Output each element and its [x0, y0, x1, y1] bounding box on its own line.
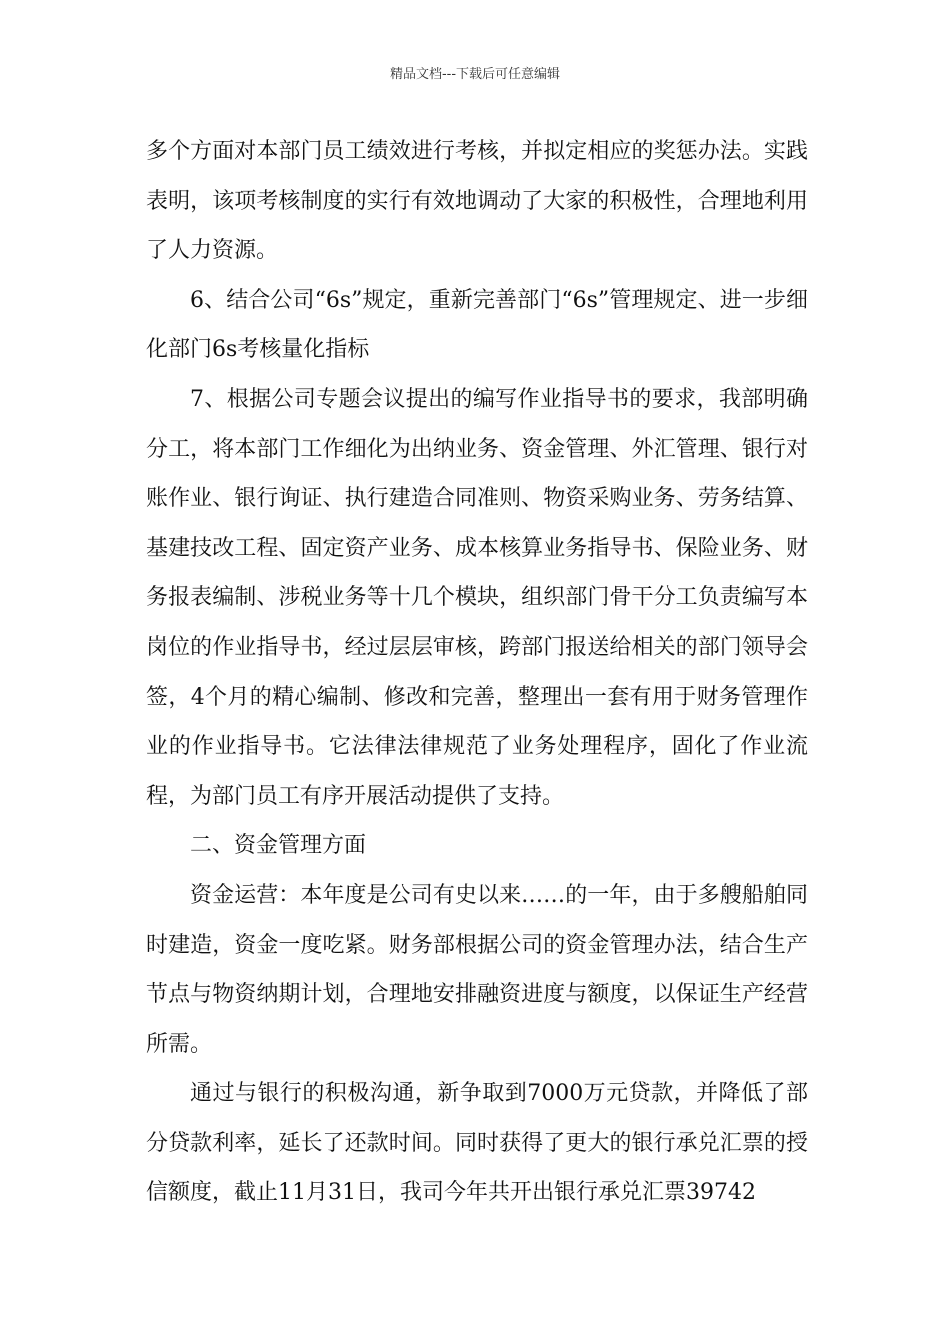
paragraph-6s-rules: 6、结合公司“6s”规定，重新完善部门“6s”管理规定、进一步细化部门6s考核量化指标	[146, 287, 808, 363]
page-header: 精品文档---下载后可任意编辑	[389, 67, 561, 82]
section-heading-fund-management: 二、资金管理方面	[190, 833, 367, 859]
paragraph-work-instructions: 7、根据公司专题会议提出的编写作业指导书的要求，我部明确分工，将本部门工作细化为出纳业务、资金管理、外汇管理、银行对账作业、银行询证、执行建造合同准则、物资采购业务、劳务结算、基建技改工程、固定资产业务、成本核算业务指导书、保险业务、财务报表编制、涉税业务等十几个模块，组织部门骨干分工负责编写本岗位的作业指导书，经过层层审核，跨部门报送给相关的部门领导会签，4个月的精心编制、修改和完善，整理出一套有用于财务管理作业的作业指导书。它法律法律规范了业务处理程序，固化了作业流程，为部门员工有序开展活动提供了支持。	[146, 386, 808, 809]
paragraph-fund-operation: 资金运营：本年度是公司有史以来……的一年，由于多艘船舶同时建造，资金一度吃紧。财务部根据公司的资金管理办法，结合生产节点与物资纳期计划，合理地安排融资进度与额度，以保证生产经营所需。	[146, 882, 808, 1057]
paragraph-performance-review: 多个方面对本部门员工绩效进行考核，并拟定相应的奖惩办法。实践表明，该项考核制度的实行有效地调动了大家的积极性，合理地利用了人力资源。	[146, 139, 808, 264]
document-body	[146, 127, 808, 1218]
paragraph-bank-loans: 通过与银行的积极沟通，新争取到7000万元贷款，并降低了部分贷款利率，延长了还款时间。同时获得了更大的银行承兑汇票的授信额度，截止11月31日，我司今年共开出银行承兑汇票39742	[146, 1081, 808, 1206]
